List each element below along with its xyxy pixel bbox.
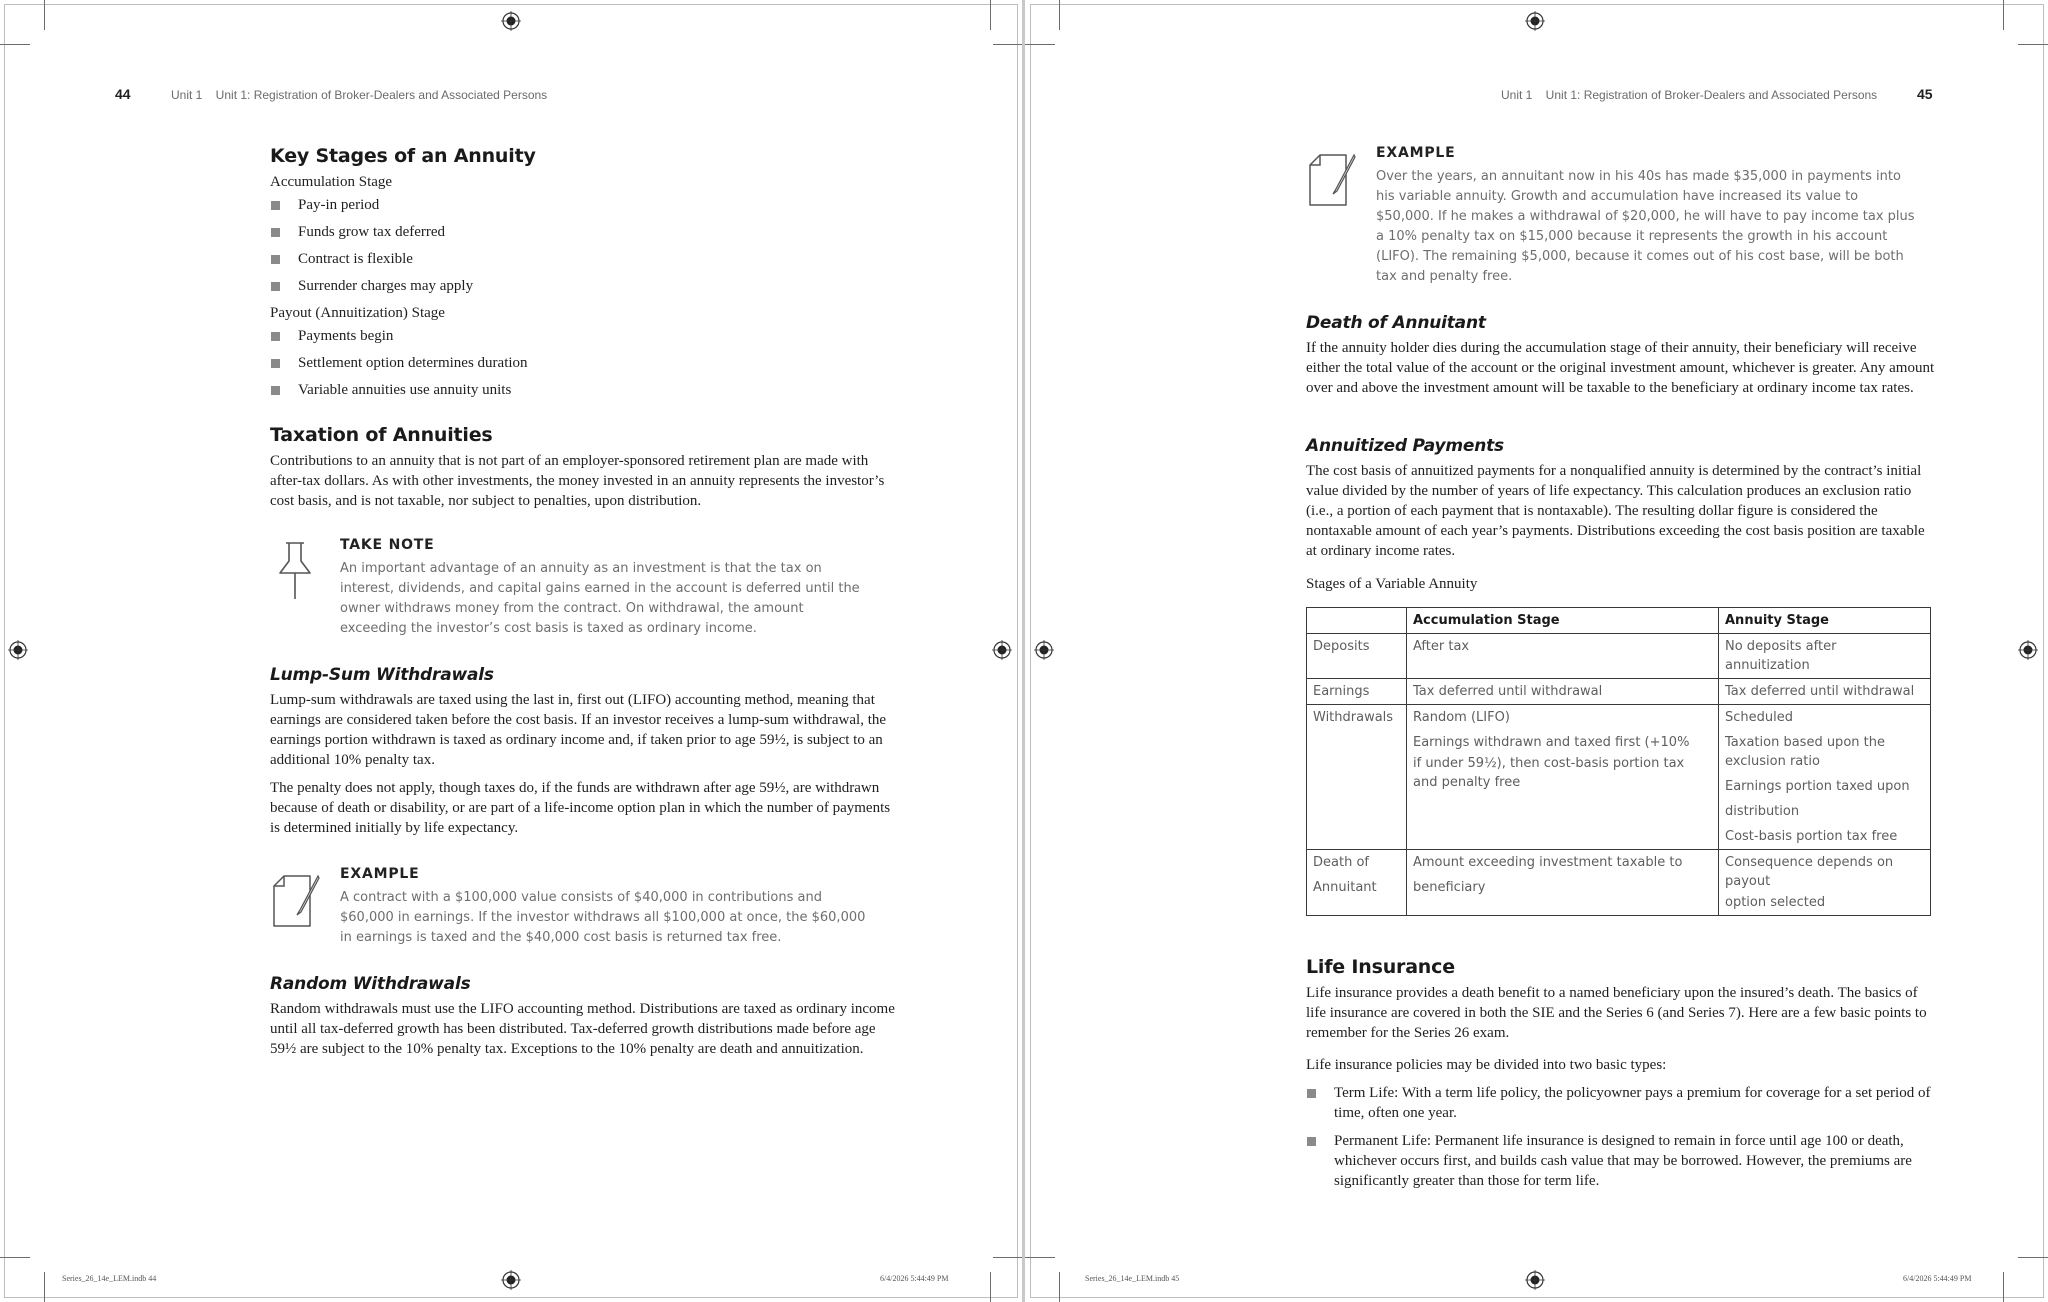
paragraph: The cost basis of annuitized payments for a nonqualified annuity is determined by the contract’s initial value divided by the number of years of life expectancy. This calculation produces an exclusion ratio (i.e., a portion of each payment that is nontaxable). The resulting dollar figure is considered the nontaxable amount of each year’s payments. Distributions exceeding the cost basis position are taxable at ordinary income rates. — [1306, 463, 1925, 559]
crop-mark — [990, 1272, 991, 1302]
payout-list — [270, 326, 895, 400]
list-item: Settlement option determines duration — [270, 353, 895, 373]
table-row — [1307, 850, 1931, 916]
cell-line: No deposits after annuitization — [1725, 639, 1837, 673]
subsection-heading: Lump-Sum Withdrawals — [270, 665, 494, 685]
running-head: Unit 1 Unit 1: Registration of Broker-Dealers and Associated Persons — [1501, 88, 1878, 102]
callout-body: Over the years, an annuitant now in his 40s has made $35,000 in payments into his variable annuity. Growth and accumulation have increased its value to $50,000. If he makes a withdrawal of $20,000, he will have to pay income tax plus a 10% penalty tax on $15,000 because it represents the growth in his account (LIFO). The remaining $5,000, because it comes out of his cost base, will be both tax and penalty free. — [1376, 169, 1915, 284]
policy-type-list — [1306, 1083, 1936, 1191]
accumulation-list — [270, 195, 895, 296]
table-cell — [1407, 634, 1719, 679]
paragraph: Contributions to an annuity that is not part of an employer-sponsored retirement plan are made with after-tax dollars. As with other investments, the money invested in an annuity represents the investor’s cost basis, and is not taxable, nor subject to penalties, upon distribution. — [270, 453, 885, 509]
random-section — [270, 974, 895, 1059]
list-item: Pay-in period — [270, 195, 895, 215]
page-number: 45 — [1917, 86, 1933, 102]
slug-date: 6/4/2026 5:44:49 PM — [1903, 1274, 1972, 1283]
crop-mark — [1025, 44, 1055, 45]
registration-mark-icon — [1525, 1270, 1545, 1290]
cell-line: Tax deferred until withdrawal — [1413, 684, 1603, 699]
subsection-heading: Random Withdrawals — [270, 974, 471, 994]
cell-line: Random (LIFO) — [1413, 710, 1510, 725]
crop-mark — [993, 1257, 1023, 1258]
list-item: Contract is flexible — [270, 249, 895, 269]
life-insurance-section — [1306, 956, 1936, 1191]
document-pencil-icon — [1306, 147, 1358, 213]
table-cell — [1719, 705, 1931, 850]
cell-line: Earnings withdrawn and taxed first (+10% — [1413, 735, 1690, 750]
left-page — [0, 0, 1023, 1302]
variable-annuity-table — [1306, 607, 1931, 916]
cell-line: Amount exceeding investment taxable to — [1413, 855, 1683, 870]
registration-mark-icon — [501, 11, 521, 31]
crop-mark — [990, 0, 991, 30]
lump-sum-section — [270, 665, 895, 838]
registration-mark-icon — [501, 1270, 521, 1290]
crop-mark — [2003, 0, 2004, 30]
taxation-section — [270, 424, 895, 511]
crop-mark — [44, 0, 45, 30]
crop-mark — [2018, 1257, 2048, 1258]
crop-mark — [0, 1257, 30, 1258]
pushpin-icon — [270, 539, 322, 605]
cell-line: After tax — [1413, 639, 1470, 654]
annuitized-section — [1306, 436, 1936, 561]
registration-mark-icon — [2018, 640, 2038, 660]
callout-label: EXAMPLE — [1376, 145, 1456, 161]
example-callout — [1306, 145, 1916, 287]
payout-label: Payout (Annuitization) Stage — [270, 305, 445, 321]
subsection-heading: Death of Annuitant — [1306, 313, 1486, 333]
paragraph: Lump-sum withdrawals are taxed using the last in, first out (LIFO) accounting method, meaning that earnings are considered taken before the cost basis. If an investor receives a lump-sum withdrawal, the earnings portion withdrawn is taxed as ordinary income and, if taken prior to age 59½, is subject to an additional 10% penalty tax. — [270, 692, 887, 768]
crop-mark — [1059, 1272, 1060, 1302]
cell-line: distribution — [1725, 804, 1800, 819]
row-label — [1307, 850, 1407, 916]
accumulation-label: Accumulation Stage — [270, 174, 393, 190]
crop-mark — [2018, 44, 2048, 45]
registration-mark-icon — [992, 640, 1012, 660]
crop-mark — [2003, 1272, 2004, 1302]
paragraph: If the annuity holder dies during the accumulation stage of their annuity, their beneficiary will receive either the total value of the account or the original investment amount, whichever is greater. Any amount over and above the investment amount will be taxable to the beneficiary at ordinary income tax rates. — [1306, 340, 1935, 396]
column-header: Annuity Stage — [1719, 608, 1931, 634]
death-section — [1306, 313, 1936, 398]
table-cell — [1719, 850, 1931, 916]
cell-line: beneficiary — [1413, 880, 1486, 895]
take-note-callout — [270, 537, 870, 639]
key-stages-section — [270, 145, 895, 400]
crop-mark — [1025, 1257, 1055, 1258]
crop-mark — [44, 1272, 45, 1302]
cell-line: Tax deferred until withdrawal — [1725, 684, 1915, 699]
paragraph: Life insurance policies may be divided into two basic types: — [1306, 1057, 1667, 1073]
paragraph: The penalty does not apply, though taxes do, if the funds are withdrawn after age 59½, are withdrawn because of death or disability, or are part of a life-income option plan in which the number of payments is determined initially by life expectancy. — [270, 780, 891, 836]
crop-mark — [0, 44, 30, 45]
table-cell — [1407, 850, 1719, 916]
table-cell — [1719, 634, 1931, 679]
column-header — [1307, 608, 1407, 634]
callout-body: A contract with a $100,000 value consists of $40,000 in contributions and $60,000 in earnings. If the investor withdraws all $100,000 at once, the $60,000 in earnings is taxed and the $40,000 cost basis is returned tax free. — [340, 890, 866, 945]
cell-line: Death of — [1313, 855, 1369, 870]
table-cell — [1407, 679, 1719, 705]
list-item: Funds grow tax deferred — [270, 222, 895, 242]
list-item: Term Life: With a term life policy, the policyowner pays a premium for coverage for a set period of time, often one year. — [1306, 1083, 1936, 1123]
cell-line: Annuitant — [1313, 880, 1377, 895]
section-heading: Key Stages of an Annuity — [270, 145, 536, 167]
paragraph: Random withdrawals must use the LIFO accounting method. Distributions are taxed as ordinary income until all tax-deferred growth has been distributed. Tax-deferred growth distributions made before age 59½ are subject to the 10% penalty tax. Exceptions to the 10% penalty are death and annuitization. — [270, 1001, 895, 1057]
row-label: Withdrawals — [1307, 705, 1407, 850]
list-item: Permanent Life: Permanent life insurance is designed to remain in force until age 100 or death, whichever occurs first, and builds cash value that may be borrowed. However, the premiums are significantly greater than those for term life. — [1306, 1131, 1936, 1191]
crop-mark — [993, 44, 1023, 45]
paragraph: Life insurance provides a death benefit to a named beneficiary upon the insured’s death. The basics of life insurance are covered in both the SIE and the Series 6 (and Series 7). Here are a few basic points to remember for the Series 26 exam. — [1306, 985, 1927, 1041]
subsection-heading: Annuitized Payments — [1306, 436, 1504, 456]
list-item: Payments begin — [270, 326, 895, 346]
registration-mark-icon — [8, 640, 28, 660]
cell-line: Consequence depends on payout — [1725, 855, 1894, 889]
cell-line: if under 59½), then cost-basis portion tax and penalty free — [1413, 756, 1685, 790]
callout-label: TAKE NOTE — [340, 537, 435, 553]
column-header: Accumulation Stage — [1407, 608, 1719, 634]
left-column — [270, 145, 895, 1059]
table-row — [1307, 679, 1931, 705]
right-page — [1025, 0, 2048, 1302]
cell-line: Scheduled — [1725, 710, 1793, 725]
row-label: Earnings — [1307, 679, 1407, 705]
slug-file: Series_26_14e_LEM.indb 45 — [1085, 1274, 1180, 1283]
callout-label: EXAMPLE — [340, 866, 420, 882]
cell-line: Earnings portion taxed upon — [1725, 779, 1910, 794]
section-heading: Taxation of Annuities — [270, 424, 493, 446]
table-cell — [1407, 705, 1719, 850]
section-heading: Life Insurance — [1306, 956, 1455, 978]
row-label: Deposits — [1307, 634, 1407, 679]
table-cell — [1719, 679, 1931, 705]
slug-date: 6/4/2026 5:44:49 PM — [880, 1274, 949, 1283]
cell-line: option selected — [1725, 895, 1826, 910]
running-head: Unit 1 Unit 1: Registration of Broker-Dealers and Associated Persons — [171, 88, 548, 102]
callout-body: An important advantage of an annuity as an investment is that the tax on interest, dividends, and capital gains earned in the account is deferred until the owner withdraws money from the contract. On withdrawal, the amount exceeding the investor’s cost basis is taxed as ordinary income. — [340, 561, 860, 636]
slug-file: Series_26_14e_LEM.indb 44 — [62, 1274, 157, 1283]
list-item: Variable annuities use annuity units — [270, 380, 895, 400]
table-row — [1307, 705, 1931, 850]
example-callout — [270, 866, 870, 948]
crop-mark — [1059, 0, 1060, 30]
right-column — [1306, 145, 1936, 1198]
table-header-row — [1307, 608, 1931, 634]
table-row — [1307, 634, 1931, 679]
registration-mark-icon — [1525, 11, 1545, 31]
cell-line: Taxation based upon the exclusion ratio — [1725, 735, 1885, 769]
document-pencil-icon — [270, 868, 322, 934]
registration-mark-icon — [1034, 640, 1054, 660]
cell-line: Cost-basis portion tax free — [1725, 829, 1898, 844]
list-item: Surrender charges may apply — [270, 276, 895, 296]
table-caption: Stages of a Variable Annuity — [1306, 576, 1478, 592]
page-number: 44 — [115, 86, 131, 102]
